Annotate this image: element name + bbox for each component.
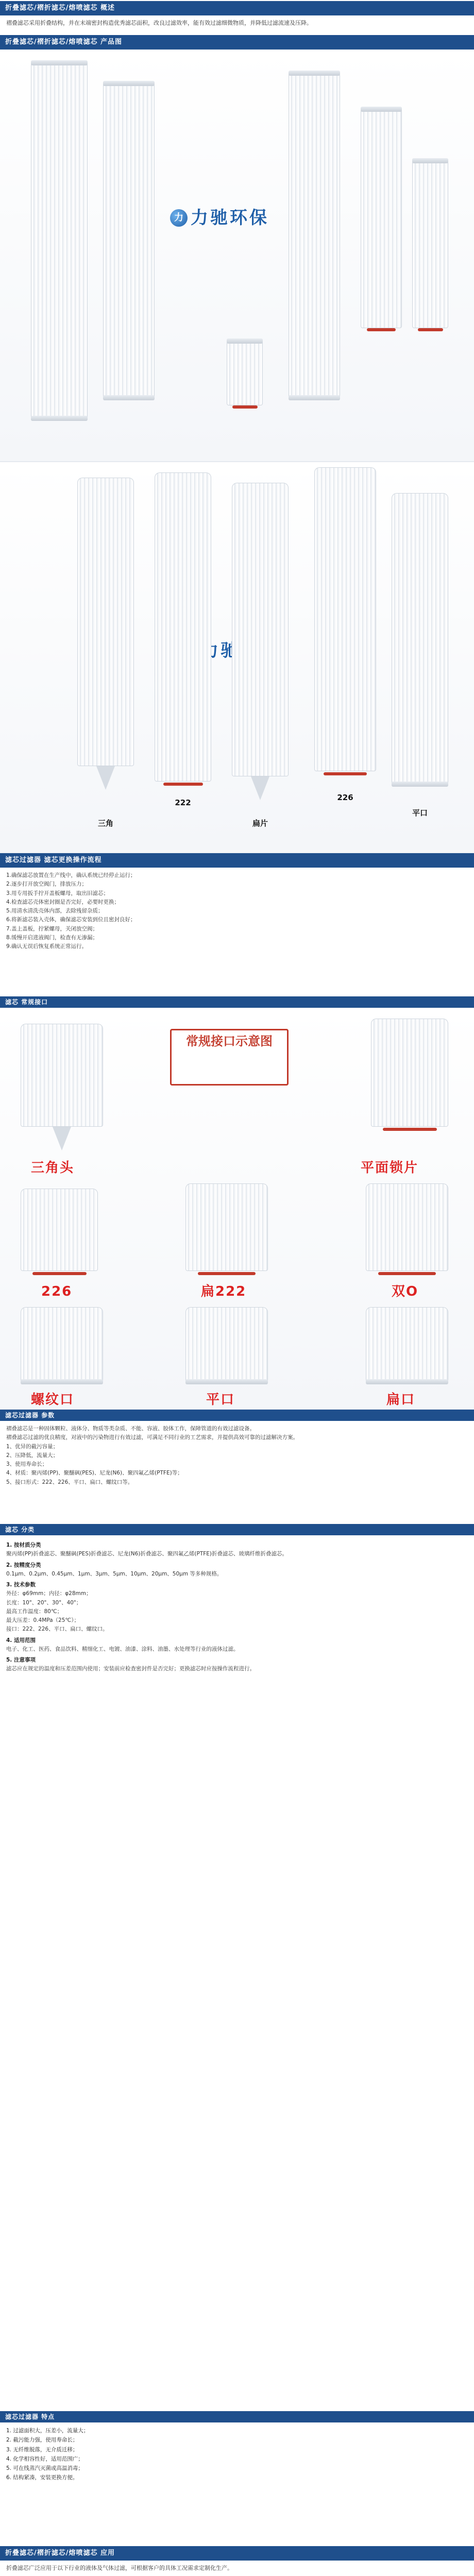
iface-cart-2	[371, 1019, 448, 1127]
classify-heading: 4. 适用范围	[6, 1637, 36, 1643]
section-title-application: 折叠滤芯/褶折滤芯/熔喷滤芯 应用	[0, 2546, 474, 2561]
classify-heading: 2. 按精度分类	[6, 1562, 41, 1568]
iface-cart-3	[21, 1189, 98, 1271]
interfaces-callout: 常规接口示意图	[170, 1029, 289, 1086]
process-line: 1.确保滤芯放置在生产线中，确认系统已经停止运行；	[6, 872, 136, 878]
iface-label-1: 三角头	[31, 1160, 75, 1176]
process-line: 5.用清水清洗壳体内部，去除残留杂质；	[6, 908, 104, 914]
section-title-process: 滤芯过滤器 滤芯更换操作流程	[0, 853, 474, 868]
process-list	[0, 868, 474, 996]
classify-list	[0, 1535, 474, 2411]
brand-mark-1	[170, 205, 269, 232]
caption-226: 226	[337, 793, 353, 802]
iface-cart-1	[21, 1024, 103, 1127]
caption-bianpian: 扁片	[252, 819, 268, 828]
product-photo-2	[0, 462, 474, 853]
process-line: 7.盖上盖板，拧紧螺母，关闭放空阀；	[6, 925, 98, 932]
params-line: 4、材质：聚丙烯(PP)、聚醚砜(PES)、尼龙(N6)、聚四氟乙烯(PTFE)等；	[6, 1470, 183, 1477]
process-line: 4.检查滤芯壳体密封圈是否完好，必要时更换；	[6, 899, 120, 905]
classify-line: 聚丙烯(PP)折叠滤芯、聚醚砜(PES)折叠滤芯、尼龙(N6)折叠滤芯、聚四氟乙烯(PTFE)折叠滤芯、玻璃纤维折叠滤芯。	[6, 1551, 288, 1557]
cartridge-4	[361, 107, 402, 328]
cartridge-sanjiao	[77, 478, 134, 766]
process-line: 2.逐步打开放空阀门，排放压力；	[6, 881, 88, 888]
iface-cart-6	[21, 1307, 103, 1384]
features-list	[0, 2422, 474, 2546]
feature-line: 6. 结构紧凑，安装更换方便。	[6, 2475, 78, 2481]
overview-intro: 褶叠滤芯采用折叠结构，并在末端密封构造优秀滤芯面积，改良过滤效率，能有效过滤细微物质，并降低过滤流速及压降。	[6, 20, 312, 26]
cartridge-222	[155, 472, 211, 782]
params-line: 褶叠滤芯是一种固体颗粒、液体分、物质等类杂质、不能、容液、胶体工作，保障管道的有效过滤设备。	[6, 1426, 255, 1432]
cartridge-5	[412, 158, 448, 328]
cartridge-6	[227, 338, 263, 405]
params-line: 褶叠滤芯过滤的优良精度，对液中的污染物进行有效过滤，可满足不同行业的工艺需求，并提供高效可靠的过滤解决方案。	[6, 1434, 298, 1441]
iface-label-3: 226	[41, 1284, 73, 1299]
params-line: 2、压降低，流量大；	[6, 1452, 59, 1459]
cartridge-226	[314, 467, 376, 771]
params-line: 3、使用寿命长；	[6, 1461, 48, 1468]
feature-line: 1. 过滤面积大，压差小，流量大；	[6, 2428, 89, 2434]
feature-line: 4. 化学相容性好，适用范围广；	[6, 2455, 83, 2462]
params-list	[0, 1421, 474, 1524]
classify-line: 外径：φ69mm；内径：φ28mm；	[6, 1590, 92, 1597]
section-title-overview: 折叠滤芯/褶折滤芯/熔喷滤芯 概述	[0, 1, 474, 15]
process-line: 8.缓慢开启进液阀门，检查有无渗漏；	[6, 934, 98, 941]
caption-sanjiao: 三角	[97, 819, 113, 828]
iface-label-2: 平面锁片	[361, 1160, 419, 1176]
section-title-classify: 滤芯 分类	[0, 1524, 474, 1535]
iface-label-6: 螺纹口	[31, 1392, 75, 1408]
caption-222: 222	[175, 798, 191, 807]
application-intro: 折叠滤芯广泛应用于以下行业的液体及气体过滤，可根据客户的具体工况需求定制化生产。	[6, 2565, 233, 2571]
params-line: 5、接口形式：222、226、平口、扁口、螺纹口等。	[6, 1479, 133, 1485]
iface-cart-5	[366, 1183, 448, 1271]
iface-label-5: 双O	[392, 1284, 419, 1299]
cartridge-3	[289, 71, 340, 400]
classify-line: 长度：10"、20"、30"、40"；	[6, 1599, 82, 1606]
iface-label-7: 平口	[206, 1392, 235, 1408]
classify-heading: 1. 按材质分类	[6, 1542, 41, 1548]
caption-pingkou: 平口	[412, 808, 428, 818]
classify-line: 接口：222、226、平口、扁口、螺纹口。	[6, 1626, 108, 1633]
feature-line: 3. 无纤维脱落，无介质迁移；	[6, 2446, 78, 2453]
section-title-params: 滤芯过滤器 参数	[0, 1410, 474, 1421]
brand-name: 力驰环保	[191, 208, 269, 228]
interfaces-photo	[0, 1008, 474, 1410]
process-line: 6.将新滤芯装入壳体，确保滤芯安装到位且密封良好；	[6, 917, 136, 923]
iface-label-8: 扁口	[386, 1392, 416, 1408]
classify-line: 0.1μm、0.2μm、0.45μm、1μm、3μm、5μm、10μm、20μm、50μm 等多种规格。	[6, 1570, 223, 1577]
section-title-product: 折叠滤芯/褶折滤芯/熔喷滤芯 产品图	[0, 35, 474, 49]
cartridge-pingkou	[392, 493, 448, 787]
product-photo	[0, 49, 474, 462]
classify-line: 电子、化工、医药、食品饮料、精细化工、电镀、油漆、涂料、油墨、水处理等行业的液体过滤。	[6, 1646, 239, 1652]
classify-heading: 3. 技术参数	[6, 1582, 36, 1588]
feature-line: 2. 截污能力强，使用寿命长；	[6, 2437, 78, 2444]
brand-logo-icon: 力	[170, 209, 188, 227]
cartridge-2	[103, 81, 155, 400]
classify-line: 最高工作温度：80℃；	[6, 1608, 63, 1615]
iface-cart-8	[366, 1307, 448, 1384]
process-line: 3.用专用扳手拧开盖板螺母，取出旧滤芯；	[6, 890, 109, 896]
iface-label-4: 扁222	[201, 1284, 247, 1299]
params-line: 1、优异的截污容量；	[6, 1443, 59, 1450]
process-line: 9.确认无误后恢复系统正常运行。	[6, 943, 88, 950]
classify-heading: 5. 注意事项	[6, 1657, 36, 1664]
cartridge-bianpian	[232, 483, 289, 776]
section-title-interfaces: 滤芯 常规接口	[0, 996, 474, 1008]
iface-cart-7	[185, 1307, 268, 1384]
cartridge-1	[31, 60, 88, 421]
classify-line: 最大压差：0.4MPa（25℃）；	[6, 1617, 79, 1624]
feature-line: 5. 可在线蒸汽灭菌或高温消毒；	[6, 2465, 83, 2472]
classify-line: 滤芯应在规定的温度和压差范围内使用；安装前应检查密封件是否完好；更换滤芯时应按操作流程进行。	[6, 1666, 255, 1672]
iface-cart-4	[185, 1183, 268, 1271]
section-title-features: 滤芯过滤器 特点	[0, 2411, 474, 2422]
